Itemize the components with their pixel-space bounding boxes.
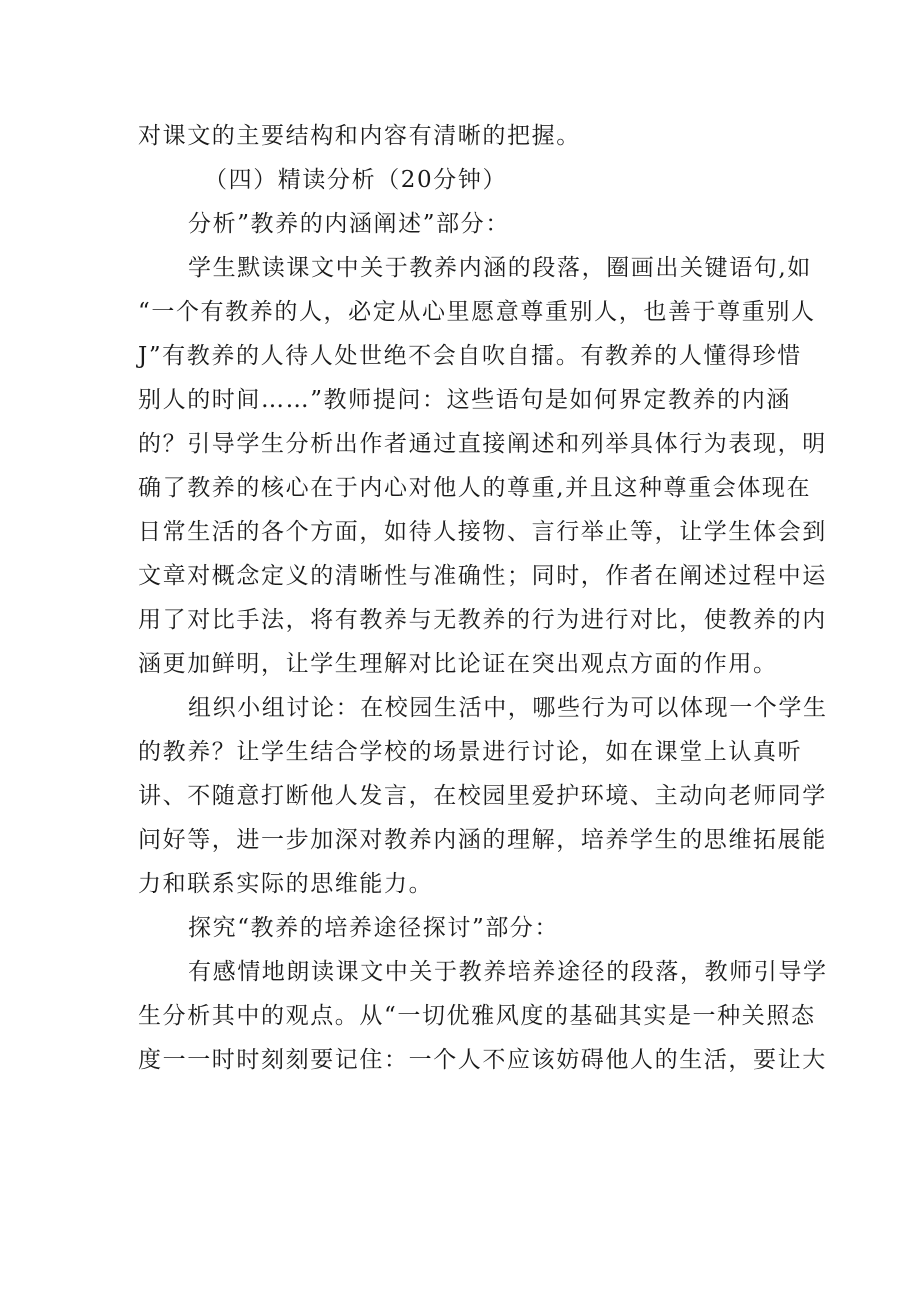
text-line: 用了对比手法，将有教养与无教养的行为进行对比，使教养的内 bbox=[138, 607, 827, 633]
text-line: 力和联系实际的思维能力。 bbox=[138, 871, 434, 897]
text-line: 文章对概念定义的清晰性与准确性；同时，作者在阐述过程中运 bbox=[138, 563, 827, 589]
text-line: 生分析其中的观点。从“一切优雅风度的基础其实是一种关照态 bbox=[138, 1003, 816, 1029]
text-line: 学生默读课文中关于教养内涵的段落，圈画出关键语句,如 bbox=[188, 255, 812, 281]
document-body bbox=[138, 114, 828, 1082]
text-line: 有感情地朗读课文中关于教养培养途径的段落，教师引导学 bbox=[188, 959, 828, 985]
subsection-heading: 分析”教养的内涵阐述”部分： bbox=[188, 211, 510, 237]
text-line: 确了教养的核心在于内心对他人的尊重,并且这种尊重会体现在 bbox=[138, 475, 812, 501]
section-heading: （四）精读分析（20分钟） bbox=[204, 167, 508, 193]
text-line: 组织小组讨论：在校园生活中，哪些行为可以体现一个学生 bbox=[188, 695, 828, 721]
text-line: “一个有教养的人，必定从心里愿意尊重别人，也善于尊重别人 bbox=[138, 299, 816, 325]
text-line: 对课文的主要结构和内容有清晰的把握。 bbox=[138, 123, 581, 149]
text-line: 讲、不随意打断他人发言，在校园里爱护环境、主动向老师同学 bbox=[138, 783, 827, 809]
text-line: 的教养？让学生结合学校的场景进行讨论，如在课堂上认真听 bbox=[138, 739, 803, 765]
text-line: 日常生活的各个方面，如待人接物、言行举止等，让学生体会到 bbox=[138, 519, 827, 545]
text-line: 涵更加鲜明，让学生理解对比论证在突出观点方面的作用。 bbox=[138, 651, 778, 677]
text-line: 度一一时时刻刻要记住：一个人不应该妨碍他人的生活，要让大 bbox=[138, 1047, 827, 1073]
text-line: 别人的时间……”教师提问：这些语句是如何界定教养的内涵 bbox=[138, 387, 791, 413]
text-line: J”有教养的人待人处世绝不会自吹自擂。有教养的人懂得珍惜 bbox=[138, 343, 802, 369]
subsection-heading: 探究“教养的培养途径探讨”部分： bbox=[188, 915, 560, 941]
text-line: 的？引导学生分析出作者通过直接阐述和列举具体行为表现，明 bbox=[138, 431, 827, 457]
text-line: 问好等，进一步加深对教养内涵的理解，培养学生的思维拓展能 bbox=[138, 827, 827, 853]
